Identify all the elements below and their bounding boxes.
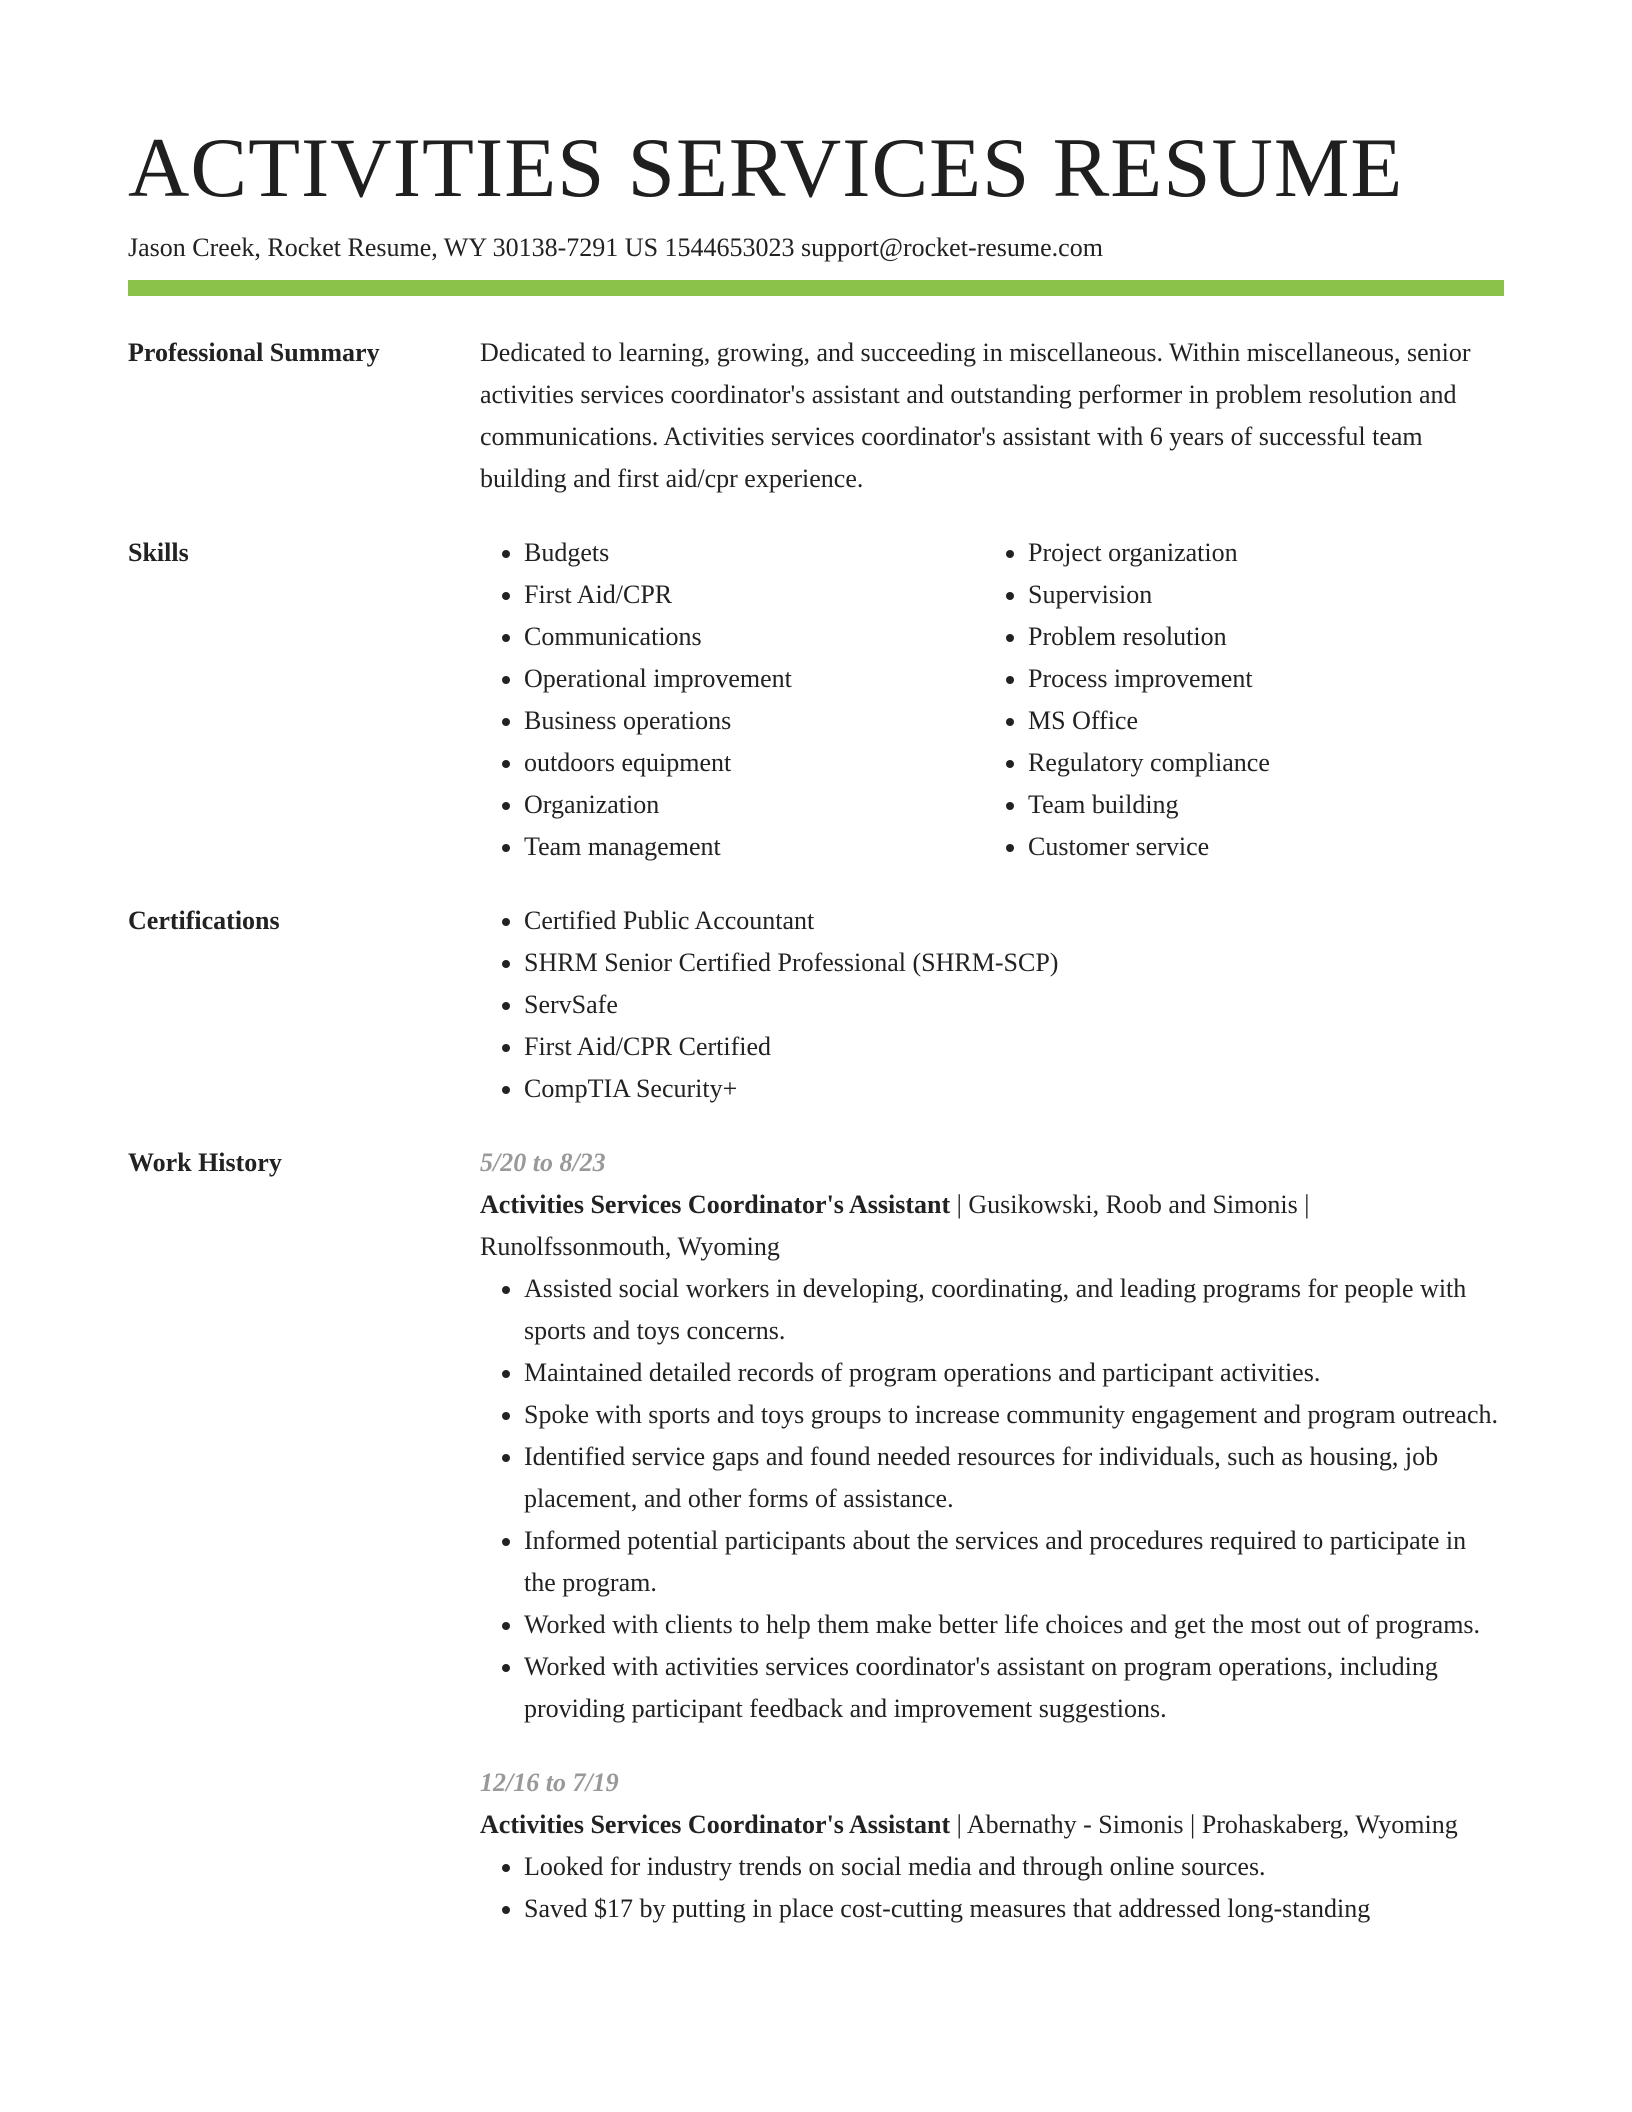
job-bullet: • Saved $17 by putting in place cost-cutting measures that addressed long-standing <box>524 1888 1504 1930</box>
job-dates: 12/16 to 7/19 <box>480 1768 619 1797</box>
job-bullet: • Looked for industry trends on social media and through online sources. <box>524 1846 1504 1888</box>
skill-item: • Supervision <box>1028 574 1548 616</box>
summary-section <box>128 332 1504 500</box>
work-history-section <box>128 1142 1504 1930</box>
summary-text: Dedicated to learning, growing, and succeeding in miscellaneous. Within miscellaneous, senior activities services coordinator's assistant and outstanding performer in problem resolution and communications. Activities services coordinator's assistant with 6 years of successful team building and first aid/cpr experience. <box>480 338 1471 493</box>
skills-body <box>480 532 1504 868</box>
job-title: Activities Services Coordinator's Assistant <box>480 1190 951 1219</box>
skill-item: • Problem resolution <box>1028 616 1548 658</box>
job-entry <box>480 1762 1504 1930</box>
skill-item: • Business operations <box>524 700 984 742</box>
accent-divider <box>128 280 1504 296</box>
skills-list-right <box>984 532 1548 868</box>
job-bullet: • Worked with activities services coordinator's assistant on program operations, including providing participant feedback and improvement suggestions. <box>524 1646 1504 1730</box>
skill-item: • outdoors equipment <box>524 742 984 784</box>
job-bullet-list <box>480 1268 1504 1730</box>
skill-item: • Organization <box>524 784 984 826</box>
work-history-heading: Work History <box>128 1148 282 1177</box>
certification-item: • First Aid/CPR Certified <box>524 1026 1504 1068</box>
skill-item: • First Aid/CPR <box>524 574 984 616</box>
job-entry <box>480 1142 1504 1730</box>
job-bullet: • Informed potential participants about the services and procedures required to participate in the program. <box>524 1520 1504 1604</box>
job-employer-location: | Gusikowski, Roob and Simonis | Runolfssonmouth, Wyoming <box>480 1190 1310 1261</box>
job-bullet-list <box>480 1846 1504 1930</box>
job-heading <box>480 1804 1504 1846</box>
job-heading <box>480 1184 1504 1268</box>
contact-line: Jason Creek, Rocket Resume, WY 30138-7291 US 1544653023 support@rocket-resume.com <box>128 233 1103 262</box>
resume-title: ACTIVITIES SERVICES RESUME <box>128 121 1404 215</box>
skill-item: • Regulatory compliance <box>1028 742 1548 784</box>
skills-heading: Skills <box>128 538 189 567</box>
summary-body <box>480 332 1504 500</box>
certifications-body <box>480 900 1504 1110</box>
skills-grid <box>480 532 1504 868</box>
resume-page <box>128 118 1504 1930</box>
certification-item: • SHRM Senior Certified Professional (SHRM-SCP) <box>524 942 1504 984</box>
skill-item: • Communications <box>524 616 984 658</box>
skill-item: • MS Office <box>1028 700 1548 742</box>
skill-item: • Process improvement <box>1028 658 1548 700</box>
skill-item: • Customer service <box>1028 826 1548 868</box>
certifications-section <box>128 900 1504 1110</box>
job-bullet: • Assisted social workers in developing, coordinating, and leading programs for people with sports and toys concerns. <box>524 1268 1504 1352</box>
job-title: Activities Services Coordinator's Assistant <box>480 1810 951 1839</box>
skill-item: • Operational improvement <box>524 658 984 700</box>
certification-item: • Certified Public Accountant <box>524 900 1504 942</box>
skill-item: • Budgets <box>524 532 984 574</box>
skill-item: • Team management <box>524 826 984 868</box>
skill-item: • Team building <box>1028 784 1548 826</box>
job-employer-location: | Abernathy - Simonis | Prohaskaberg, Wyoming <box>950 1810 1458 1839</box>
certifications-list <box>480 900 1504 1110</box>
work-history-body <box>480 1142 1504 1930</box>
job-bullet: • Spoke with sports and toys groups to increase community engagement and program outreach. <box>524 1394 1504 1436</box>
certification-item: • ServSafe <box>524 984 1504 1026</box>
certification-item: • CompTIA Security+ <box>524 1068 1504 1110</box>
job-bullet: • Identified service gaps and found needed resources for individuals, such as housing, job placement, and other forms of assistance. <box>524 1436 1504 1520</box>
summary-heading: Professional Summary <box>128 338 380 367</box>
skills-list-left <box>480 532 984 868</box>
job-bullet: • Worked with clients to help them make better life choices and get the most out of programs. <box>524 1604 1504 1646</box>
job-bullet: • Maintained detailed records of program operations and participant activities. <box>524 1352 1504 1394</box>
skills-section <box>128 532 1504 868</box>
skill-item: • Project organization <box>1028 532 1548 574</box>
job-dates: 5/20 to 8/23 <box>480 1148 606 1177</box>
certifications-heading: Certifications <box>128 906 280 935</box>
